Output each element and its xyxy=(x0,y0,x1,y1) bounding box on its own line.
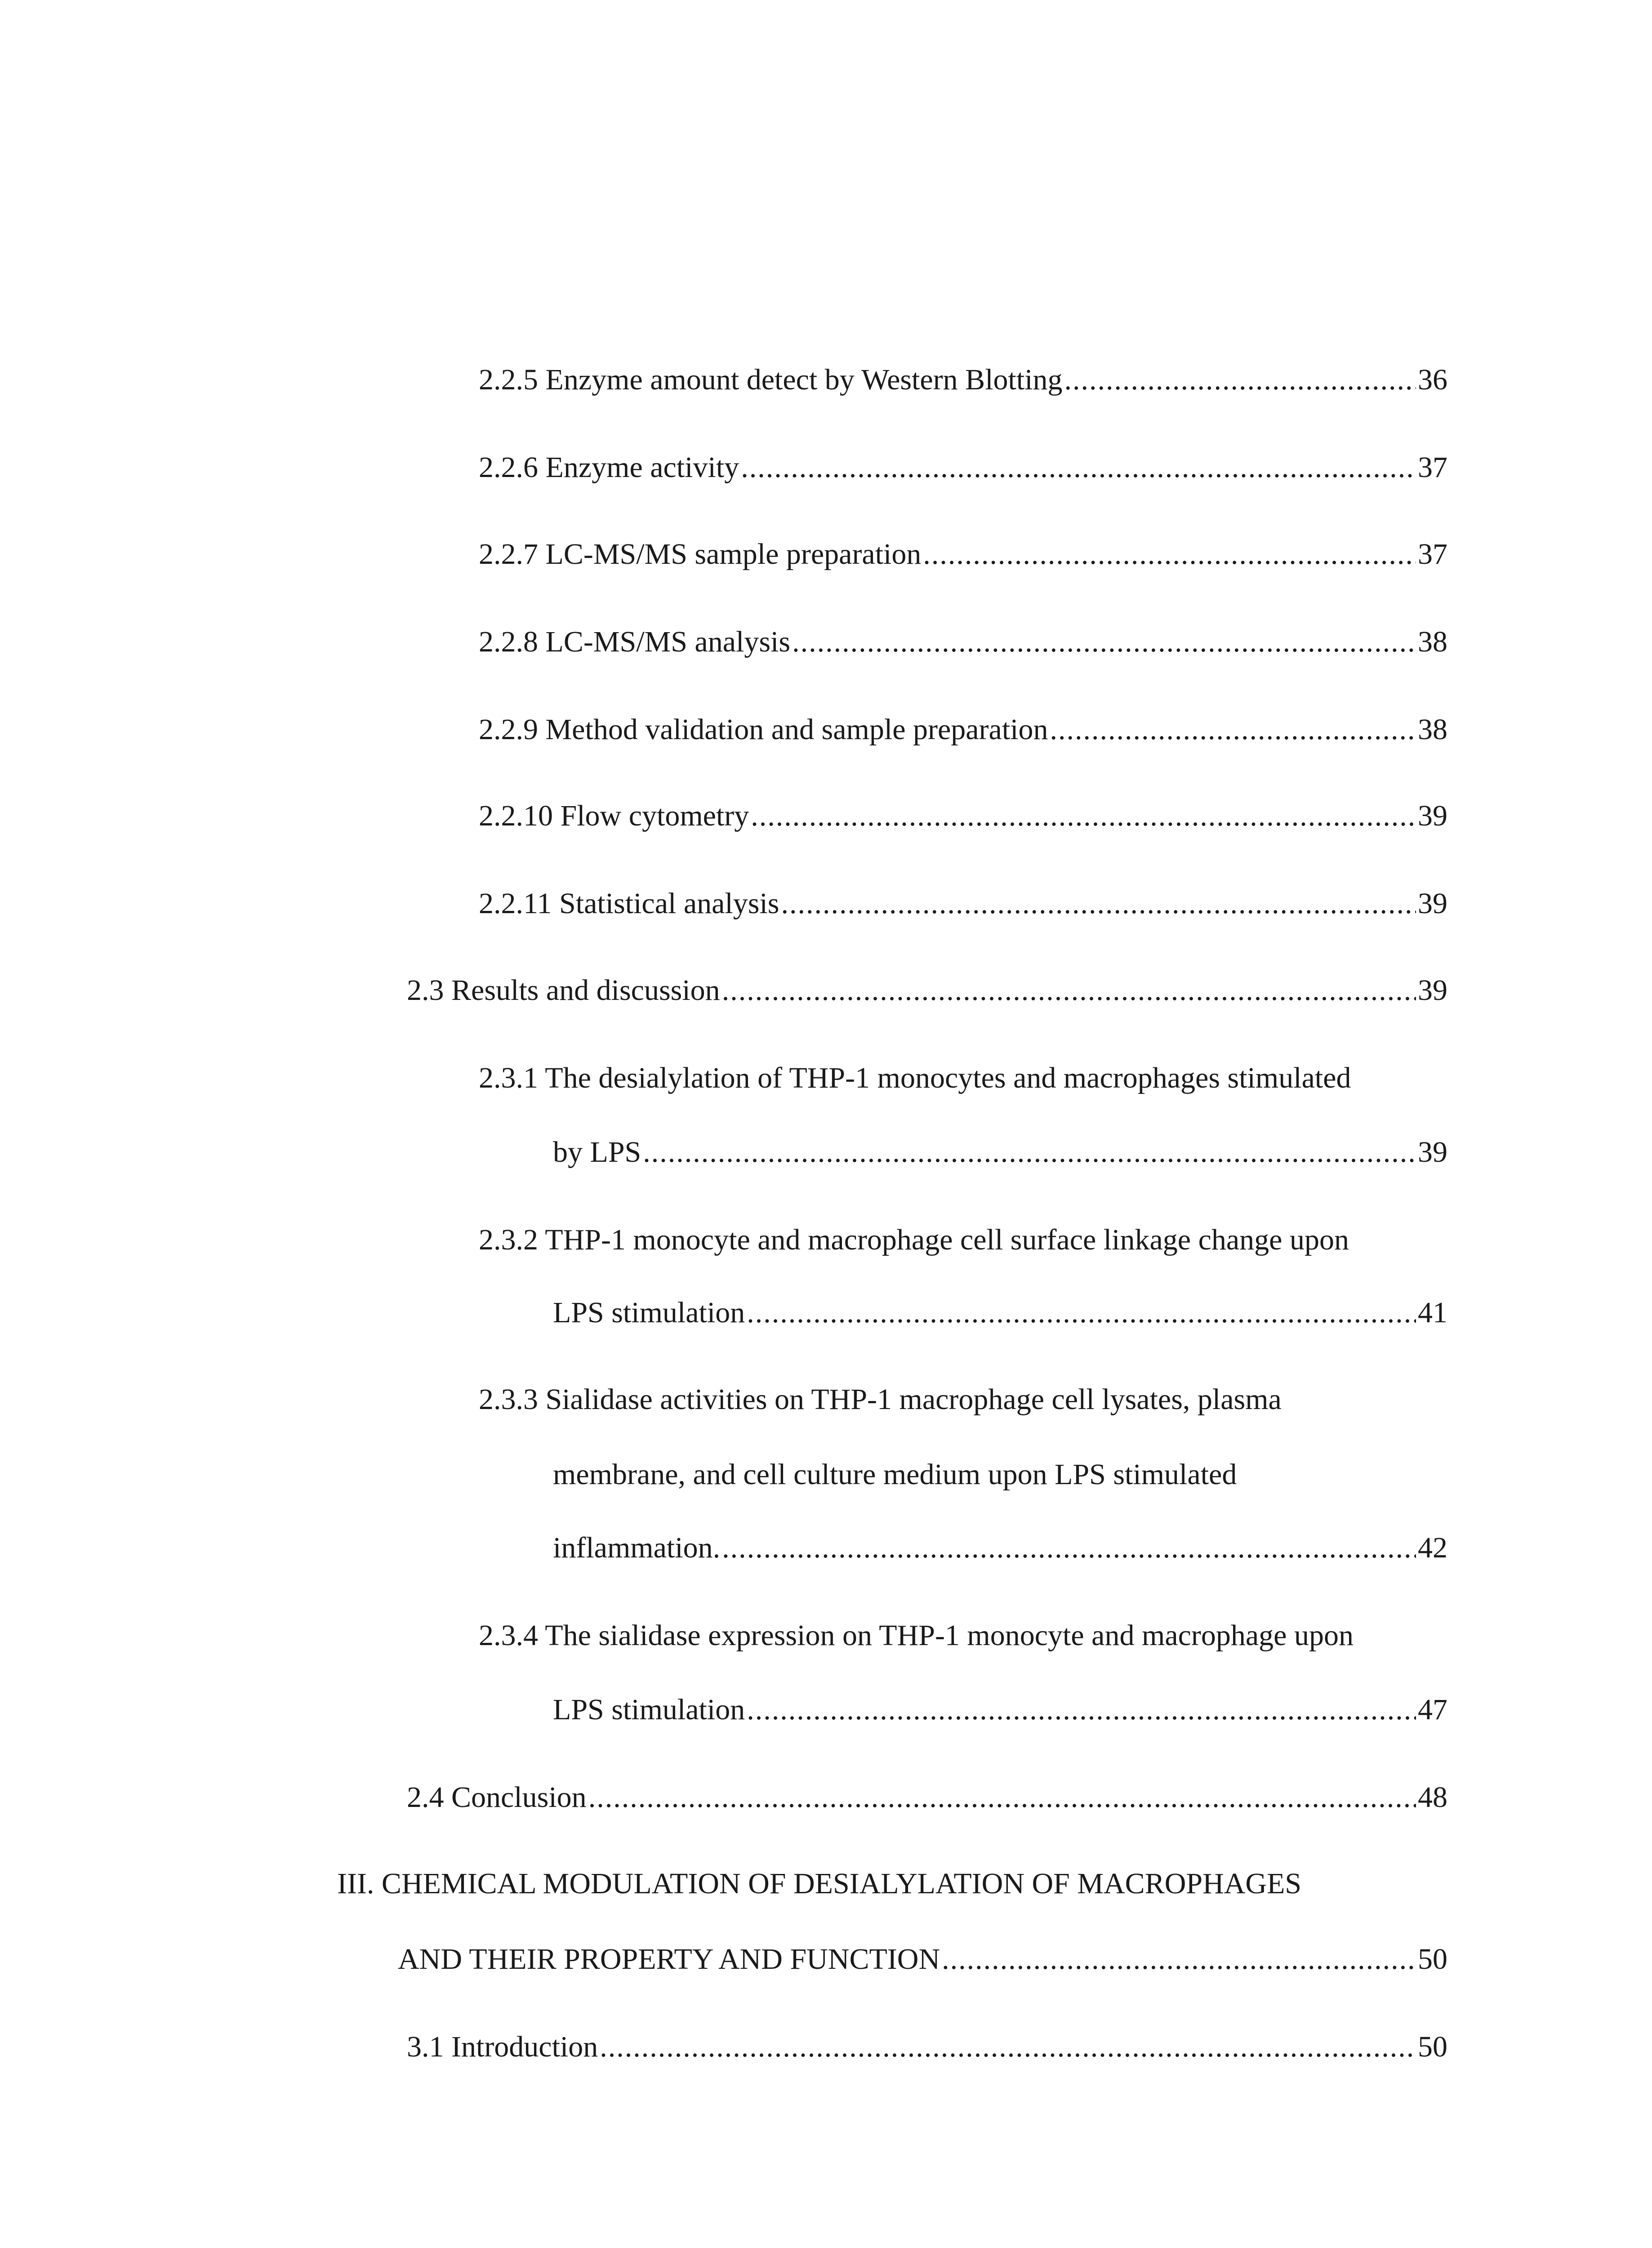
dot-leader xyxy=(588,1780,1416,1815)
dot-leader xyxy=(781,886,1416,922)
dot-leader xyxy=(751,798,1416,834)
toc-entry-chapter-3-line1[interactable] xyxy=(337,1866,1447,1902)
toc-entry-title: inflammation. xyxy=(553,1531,721,1564)
toc-page-number: 50 xyxy=(1418,2030,1447,2063)
toc-entry-2-2-11[interactable] xyxy=(479,886,1447,922)
toc-entry-title: LPS stimulation xyxy=(553,1693,745,1726)
toc-entry-title: 2.3.4 The sialidase expression on THP-1 monocyte and macrophage upon xyxy=(479,1619,1354,1652)
dot-leader xyxy=(1064,362,1416,398)
toc-entry-2-3-1-line1[interactable] xyxy=(479,1060,1447,1096)
dot-leader xyxy=(600,2029,1416,2065)
dot-leader xyxy=(722,972,1416,1008)
toc-page-number: 48 xyxy=(1418,1781,1447,1814)
toc-entry-title: III. CHEMICAL MODULATION OF DESIALYLATION OF MACROPHAGES xyxy=(337,1867,1302,1900)
toc-page-number: 39 xyxy=(1418,887,1447,920)
toc-entry-2-2-7[interactable] xyxy=(479,536,1447,572)
toc-entry-2-4[interactable] xyxy=(407,1780,1447,1815)
dot-leader xyxy=(741,450,1416,486)
toc-entry-chapter-3-line2[interactable] xyxy=(398,1941,1447,1977)
toc-entry-2-2-5[interactable] xyxy=(479,362,1447,398)
toc-page-number: 39 xyxy=(1418,799,1447,832)
toc-page-number: 38 xyxy=(1418,625,1447,658)
toc-page-number: 47 xyxy=(1418,1693,1447,1726)
toc-entry-title: 3.1 Introduction xyxy=(407,2030,598,2063)
toc-page-number: 38 xyxy=(1418,713,1447,746)
toc-entry-2-3-3-line3[interactable] xyxy=(553,1530,1447,1566)
toc-page-number: 37 xyxy=(1418,538,1447,571)
dot-leader xyxy=(643,1134,1416,1170)
toc-entry-2-3-2-line1[interactable] xyxy=(479,1222,1447,1258)
toc-entry-title: 2.2.5 Enzyme amount detect by Western Blotting xyxy=(479,363,1063,396)
dot-leader xyxy=(792,624,1416,660)
toc-entry-title: 2.2.8 LC-MS/MS analysis xyxy=(479,625,791,658)
dot-leader xyxy=(722,1530,1416,1566)
dot-leader xyxy=(923,536,1416,572)
dot-leader xyxy=(747,1692,1416,1728)
toc-entry-title: 2.2.11 Statistical analysis xyxy=(479,887,779,920)
toc-entry-2-3-1-line2[interactable] xyxy=(553,1134,1447,1170)
toc-entry-title: AND THEIR PROPERTY AND FUNCTION xyxy=(398,1943,940,1976)
toc-entry-2-3[interactable] xyxy=(407,972,1447,1008)
toc-entry-title: 2.3.2 THP-1 monocyte and macrophage cell surface linkage change upon xyxy=(479,1223,1349,1256)
toc-entry-title: 2.3.1 The desialylation of THP-1 monocytes and macrophages stimulated xyxy=(479,1062,1351,1094)
toc-entry-title: 2.2.6 Enzyme activity xyxy=(479,451,739,484)
dot-leader xyxy=(747,1295,1416,1331)
dot-leader xyxy=(942,1941,1416,1977)
toc-entry-2-3-4-line2[interactable] xyxy=(553,1692,1447,1728)
toc-entry-2-3-3-line1[interactable] xyxy=(479,1382,1447,1418)
toc-page-number: 37 xyxy=(1418,451,1447,484)
toc-page-number: 36 xyxy=(1418,363,1447,396)
toc-entry-2-2-9[interactable] xyxy=(479,712,1447,748)
toc-entry-2-2-6[interactable] xyxy=(479,450,1447,486)
toc-page-number: 39 xyxy=(1418,1136,1447,1169)
toc-entry-title: 2.2.10 Flow cytometry xyxy=(479,799,749,832)
toc-entry-title: 2.2.7 LC-MS/MS sample preparation xyxy=(479,538,922,571)
toc-page-number: 42 xyxy=(1418,1531,1447,1564)
toc-entry-title: 2.4 Conclusion xyxy=(407,1781,587,1814)
toc-entry-2-3-4-line1[interactable] xyxy=(479,1618,1447,1654)
toc-entry-title: LPS stimulation xyxy=(553,1296,745,1329)
toc-entry-3-1[interactable] xyxy=(407,2029,1447,2065)
toc-entry-title: membrane, and cell culture medium upon LPS stimulated xyxy=(553,1458,1237,1491)
toc-page-number: 41 xyxy=(1418,1296,1447,1329)
toc-entry-title: 2.3.3 Sialidase activities on THP-1 macrophage cell lysates, plasma xyxy=(479,1383,1282,1416)
toc-entry-2-2-10[interactable] xyxy=(479,798,1447,834)
toc-entry-2-3-2-line2[interactable] xyxy=(553,1295,1447,1331)
dot-leader xyxy=(1050,712,1416,748)
toc-entry-2-3-3-line2[interactable] xyxy=(553,1457,1447,1493)
toc-page-number: 50 xyxy=(1418,1943,1447,1976)
toc-page-number: 39 xyxy=(1418,974,1447,1007)
toc-entry-title: 2.2.9 Method validation and sample preparation xyxy=(479,713,1048,746)
toc-entry-2-2-8[interactable] xyxy=(479,624,1447,660)
toc-entry-title: 2.3 Results and discussion xyxy=(407,974,720,1007)
toc-entry-title: by LPS xyxy=(553,1136,641,1169)
